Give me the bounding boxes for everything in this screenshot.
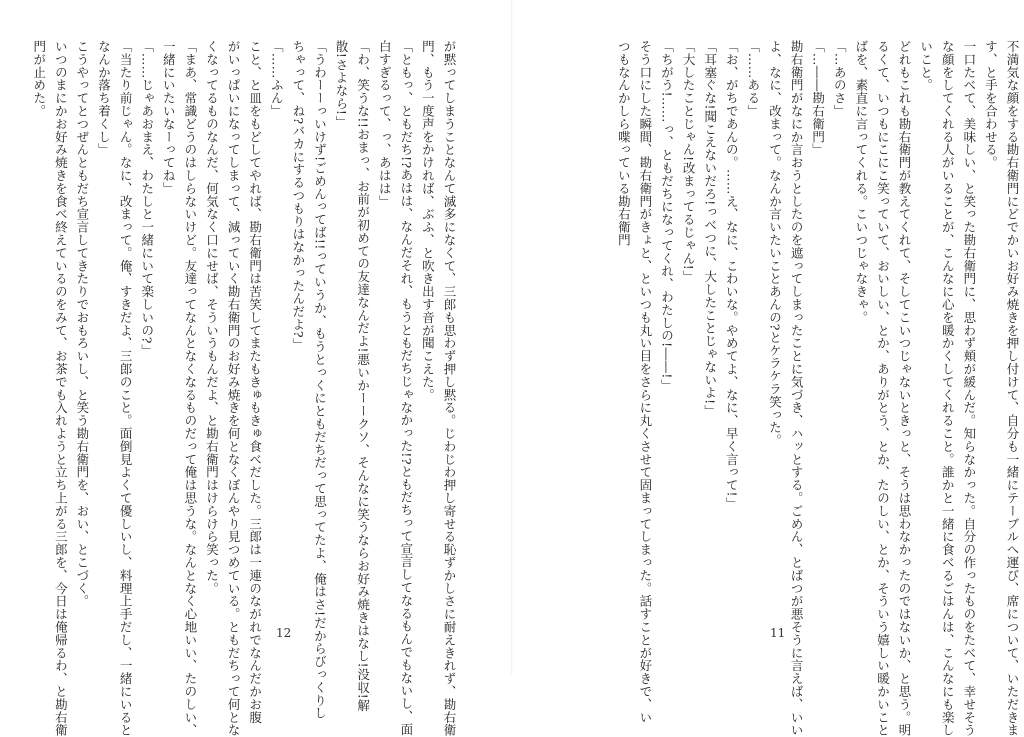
text-line: よ、なに、改まって。なんか言いたいことあんの?とケラケラ笑った。 (767, 40, 783, 448)
text-line: 「……じゃあおまえ、わたしと一緒にいて楽しいの?」 (139, 40, 155, 357)
text-line: な顔をしてくれる人がいることが、こんなに心を暖かくしてくれること。誰かと一緒に食べるごはんは、こんなにも楽し (940, 40, 956, 737)
text-line: 「ちがう!……っ、ともだちになってくれ、わたしの!――!」 (659, 40, 675, 392)
text-line: す、と手を合わせる。 (983, 40, 999, 169)
text-line: いつのまにかお好み焼きを食べ終えているのをみて、お茶でも入れようと立ち上がる三郎を、今日は俺帰るわ、と勘右衛 (53, 40, 69, 737)
text-line: ちゃって、ね?バカにするつもりはなかったんだよ?」 (290, 40, 306, 351)
left-page-number: 12 (276, 626, 292, 640)
text-line: ばを、素直に言ってくれる。こいつじゃなきゃ。 (853, 40, 869, 324)
text-line: るくて、いつもにこにこ笑っていて、おいしい、とか、ありがとう、とか、たのしい、とか、そういう嬉しい暖かいこと (875, 40, 891, 737)
text-line: 「当たり前じゃん。なに、改まって。俺、すきだよ、三郎のこと。面倒見よくて優しいし、料理上手だし、一緒にいると (118, 40, 134, 737)
text-line: 散!さよなら!」 (334, 40, 350, 129)
text-line: 不満気な顔をする勘右衛門にどでかいお好み焼きを押し付けて、自分も一緒にテーブルへ運び、席について、いただきま (1005, 40, 1020, 737)
text-line: こと、と皿をもどしてやれば、勘右衛門は苦笑してまたもきゅもきゅ食べだした。三郎は一連のながれでなんだかお腹 (247, 40, 263, 724)
text-line: どれもこれも勘右衛門が教えてくれて、そしてこいつじゃないときっと、そうは思わなかったのではないか、と思う。明 (897, 40, 913, 737)
text-line: 門、もう一度声をかければ、ぶふ、と吹き出す音が聞こえた。 (420, 40, 436, 402)
right-page-number: 11 (770, 626, 786, 640)
text-line: いこと。 (918, 40, 934, 92)
text-line: がいっぱいになってしまって、減っていく勘右衛門のお好み焼きを何となくぼんやり見つめている。ともだちって何とな (226, 40, 242, 737)
text-line: 「まあ、常識どうのはしらないけど。友達ってなんとなくなるものだって俺は思うな。なんとなく心地いい、たのしい、 (182, 40, 198, 737)
text-line: 「ともっ、ともだち!?あはは、なんだそれ、もうともだちじゃなかった!?ともだちって宣言してなるもんでもないし、面 (398, 40, 414, 736)
text-line: 「お、がちであんの。……え、なに、こわいな。やめてよ、なに、早く言って!」 (724, 40, 740, 510)
text-line: くなってるものなんだ、何気なく口にせば、そういうもんだよ、と勘右衛門はけらけら笑った。 (204, 40, 220, 595)
text-line: 「わ、笑うな!!おまっ、お前が初めての友達なんだよ!悪いかーークソ、そんなに笑うならお好み焼きはなし!没収!解 (355, 40, 371, 713)
text-line: なんか落ち着くし」 (96, 40, 112, 157)
text-line: つもなんかしら喋っている勘右衛門 (616, 40, 632, 247)
text-line: 「大したことじゃん!改まってるじゃん!」 (681, 40, 697, 284)
text-line: 「耳塞ぐな!聞こえないだろ!っべつに、大したことじゃないよ!」 (702, 40, 718, 418)
text-line: 門が止めた。 (31, 40, 47, 118)
text-line: が黙ってしまうことなんて滅多になくて、三郎も思わず押し黙る。じわじわ押し寄せる恥ずかしさに耐えきれず、勘右衛 (442, 40, 457, 737)
text-line: 白すぎるって、っ、あはは」 (377, 40, 393, 208)
text-line: 一口たべて、美味しい、と笑った勘右衛門に、思わず頬が緩んだ。知らなかった。自分の作ったものをたべて、幸せそう (961, 40, 977, 737)
text-line: 勘右衛門がなにか言おうとしたのを遮ってしまったことに気づき、ハッとする。ごめん、とばつが悪そうに言えば、いい (789, 40, 805, 737)
text-line: 「…あのさ」 (832, 40, 848, 118)
text-line: 「…――勘右衛門」 (810, 40, 826, 157)
right-page (512, 0, 1024, 737)
text-line: こうやってとつぜんともだち宣言してきたりでおもろいし、と笑う勘右衛門を、おい、とこづく。 (74, 40, 90, 608)
text-line: 一緒にいたいなーってね」 (161, 40, 177, 195)
text-line: 「……ある」 (745, 40, 761, 118)
text-line: 「……ふん」 (269, 40, 285, 118)
text-line: 「うわーーっいけず!ごめんってば!!っていうか、もうとっくにともだちだって思ってたよ、俺はさ!だからびっくりし (312, 40, 328, 720)
text-line: そう口にした瞬間、勘右衛門がきょと、といつも丸い目をさらに丸くさせて固まってしまった。話すことが好きで、い (637, 40, 653, 724)
